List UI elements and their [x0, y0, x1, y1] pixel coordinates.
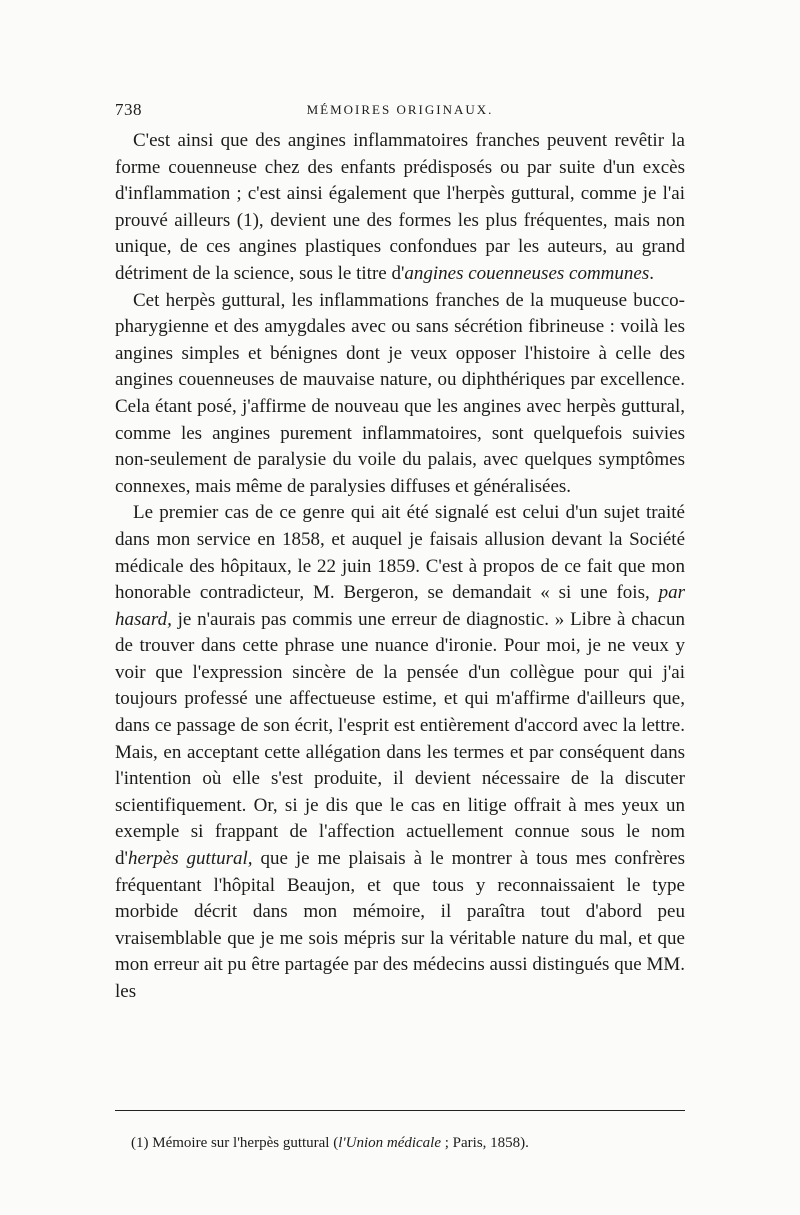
paragraph-3-italic-b: herpès guttural, [127, 848, 253, 870]
footnote-text: (1) Mémoire sur l'herpès guttural ( [131, 1135, 339, 1151]
footnote [131, 1133, 685, 1153]
footnote-end: ; Paris, 1858). [441, 1135, 529, 1151]
paragraph-3-text-b: je n'aurais pas commis une erreur de diagnostic. » Libre à chacun de trouver dans cette phrase une nuance d'ironie. Pour moi, je ne veux y voir que l'expression sincère de la pensée d'un collègue pour qui j'ai toujours professé une affectueuse estime, et qui m'affirme d'ailleurs que, dans ce passage de son écrit, l'esprit est entièrement d'accord avec la lettre. Mais, en acceptant cette allégation dans les termes et par conséquent dans l'intention où elle s'est produite, il devient nécessaire de la discuter scientifiquement. Or, si je dis que le cas en litige offrait à mes yeux un exemple si frappant de l'affection actuellement connue sous le nom d' [115, 608, 685, 870]
paragraph-1-italic: angines couenneuses communes [404, 262, 650, 284]
page-number: 738 [115, 100, 142, 119]
paragraph-3-italic-a: par hasard, [115, 582, 685, 630]
paragraph-2: Cet herpès guttural, les inflammations franches de la muqueuse bucco-pharygienne et des amygdales avec ou sans sécrétion fibrineuse : voilà les angines simples et bénignes dont je veux opposer l'histoire à celle des angines couenneuses de mauvaise nature, ou diphthériques par excellence. Cela étant posé, j'affirme de nouveau que les angines avec herpès guttural, comme les angines purement inflammatoires, sont quelquefois suivies non-seulement de paralysie du voile du palais, avec quelques symptômes connexes, mais même de paralysies diffuses et généralisées. [115, 289, 685, 497]
paragraph-1-end: . [649, 262, 654, 284]
footnote-rule [115, 1110, 685, 1111]
paragraph-3-text-a: Le premier cas de ce genre qui ait été signalé est celui d'un sujet traité dans mon service en 1858, et auquel je faisais allusion devant la Société médicale des hôpitaux, le 22 juin 1859. C'est à propos de ce fait que mon honorable contradicteur, M. Bergeron, se demandait « si une fois, [115, 502, 685, 604]
paragraph-1-text: C'est ainsi que des angines inflammatoires franches peuvent revêtir la forme couenneuse chez des enfants prédisposés ou par suite d'un excès d'inflammation ; c'est ainsi également que l'herpès guttural, comme je l'ai prouvé ailleurs (1), devient une des formes les plus fréquentes, mais non unique, de ces angines plastiques confondues par les auteurs, au grand détriment de la science, sous le titre d' [115, 130, 685, 284]
paragraph-3 [115, 500, 685, 1005]
paragraph-3-text-c: que je me plaisais à le montrer à tous mes confrères fréquentant l'hôpital Beaujon, et que tous y reconnaissaient le type morbide décrit dans mon mémoire, il paraîtra tout d'abord peu vraisemblable que je me sois mépris sur la véritable nature du mal, et que mon erreur ait pu être partagée par des médecins aussi distingués que MM. les [115, 848, 685, 1002]
footnote-italic: l'Union médicale [338, 1135, 442, 1151]
body-text [115, 128, 685, 1006]
running-head: MÉMOIRES ORIGINAUX. [306, 102, 494, 117]
page-header [115, 100, 685, 124]
paragraph-1 [115, 128, 685, 288]
